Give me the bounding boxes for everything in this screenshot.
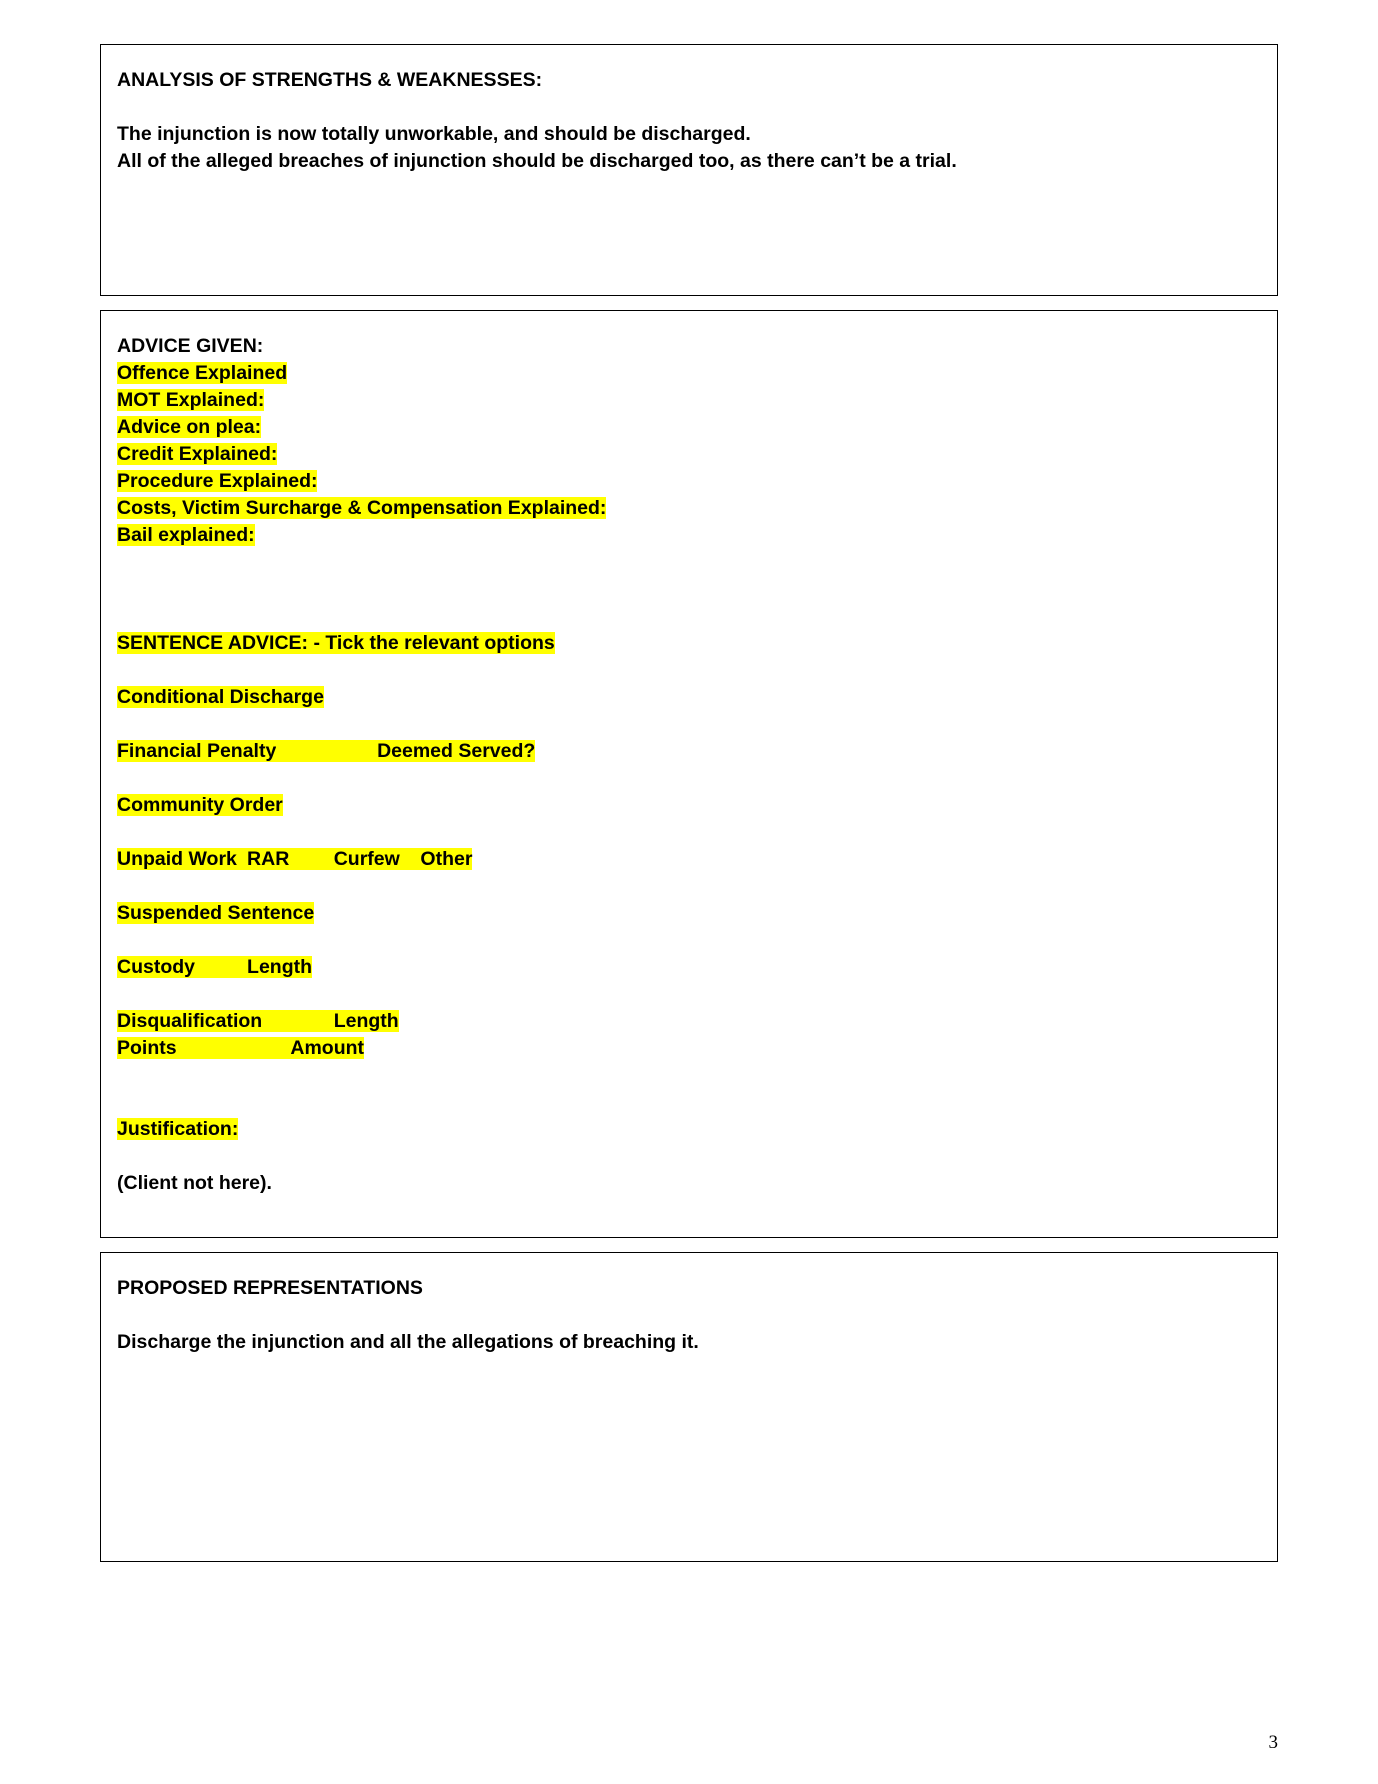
advice-item-label: MOT Explained: (117, 389, 265, 411)
option-unpaid-work-row[interactable] (117, 846, 1277, 873)
advice-item-costs (117, 495, 1277, 522)
option-unpaid-work-label: Unpaid Work (117, 848, 237, 870)
spacer (117, 927, 1277, 954)
advice-item-credit (117, 441, 1277, 468)
option-rar-label: RAR (247, 848, 290, 870)
option-label: Suspended Sentence (117, 902, 315, 924)
option-label: Community Order (117, 794, 283, 816)
option-other-label: Other (420, 848, 473, 870)
spacer (117, 657, 1277, 684)
section-advice-given (100, 310, 1278, 1238)
advice-item-label: Offence Explained (117, 362, 288, 384)
justification-label-row (117, 1116, 1277, 1143)
justification-value: (Client not here). (117, 1172, 272, 1194)
spacer (117, 603, 1277, 630)
option-disqualification-length-label: Length (333, 1010, 399, 1032)
spacer (117, 819, 1277, 846)
advice-item-plea (117, 414, 1277, 441)
advice-heading: ADVICE GIVEN: (117, 335, 264, 357)
spacer (117, 981, 1277, 1008)
option-label: Conditional Discharge (117, 686, 324, 708)
option-label: Financial Penalty (117, 740, 277, 762)
spacer (117, 765, 1277, 792)
advice-item-label: Advice on plea: (117, 416, 262, 438)
analysis-heading: ANALYSIS OF STRENGTHS & WEAKNESSES: (117, 69, 543, 91)
advice-item-bail (117, 522, 1277, 549)
option-disqualification-label: Disqualification (117, 1010, 263, 1032)
spacer (117, 549, 1277, 603)
justification-label: Justification: (117, 1118, 239, 1140)
advice-item-label: Credit Explained: (117, 443, 278, 465)
option-deemed-served-label: Deemed Served? (377, 740, 536, 762)
option-custody-length-label: Length (247, 956, 313, 978)
option-suspended-sentence[interactable] (117, 900, 1277, 927)
option-points-row[interactable] (117, 1035, 1277, 1062)
advice-item-procedure (117, 468, 1277, 495)
proposed-body: Discharge the injunction and all the allegations of breaching it. (117, 1331, 699, 1353)
spacer (117, 1302, 1277, 1329)
option-custody-row[interactable] (117, 954, 1277, 981)
spacer (117, 711, 1277, 738)
advice-item-label: Bail explained: (117, 524, 255, 546)
advice-item-offence (117, 360, 1277, 387)
spacer (117, 1143, 1277, 1170)
spacer (117, 873, 1277, 900)
section-analysis (100, 44, 1278, 296)
option-curfew-label: Curfew (333, 848, 400, 870)
advice-item-mot (117, 387, 1277, 414)
page-number: 3 (1268, 1732, 1278, 1753)
option-points-amount-label: Amount (290, 1037, 365, 1059)
option-custody-label: Custody (117, 956, 195, 978)
option-financial-penalty-row[interactable] (117, 738, 1277, 765)
advice-item-label: Costs, Victim Surcharge & Compensation Explained: (117, 497, 607, 519)
section-proposed-representations (100, 1252, 1278, 1562)
analysis-paragraph-1: The injunction is now totally unworkable, and should be discharged. (117, 123, 751, 145)
spacer (117, 1062, 1277, 1116)
option-community-order[interactable] (117, 792, 1277, 819)
proposed-heading: PROPOSED REPRESENTATIONS (117, 1277, 423, 1299)
sentence-advice-heading (117, 630, 1277, 657)
option-disqualification-row[interactable] (117, 1008, 1277, 1035)
analysis-paragraph-2: All of the alleged breaches of injunction should be discharged too, as there can’t be a trial. (117, 150, 957, 172)
option-points-label: Points (117, 1037, 177, 1059)
option-conditional-discharge[interactable] (117, 684, 1277, 711)
advice-item-label: Procedure Explained: (117, 470, 318, 492)
spacer (117, 94, 1277, 121)
sentence-advice-heading-label: SENTENCE ADVICE: - Tick the relevant options (117, 632, 555, 654)
